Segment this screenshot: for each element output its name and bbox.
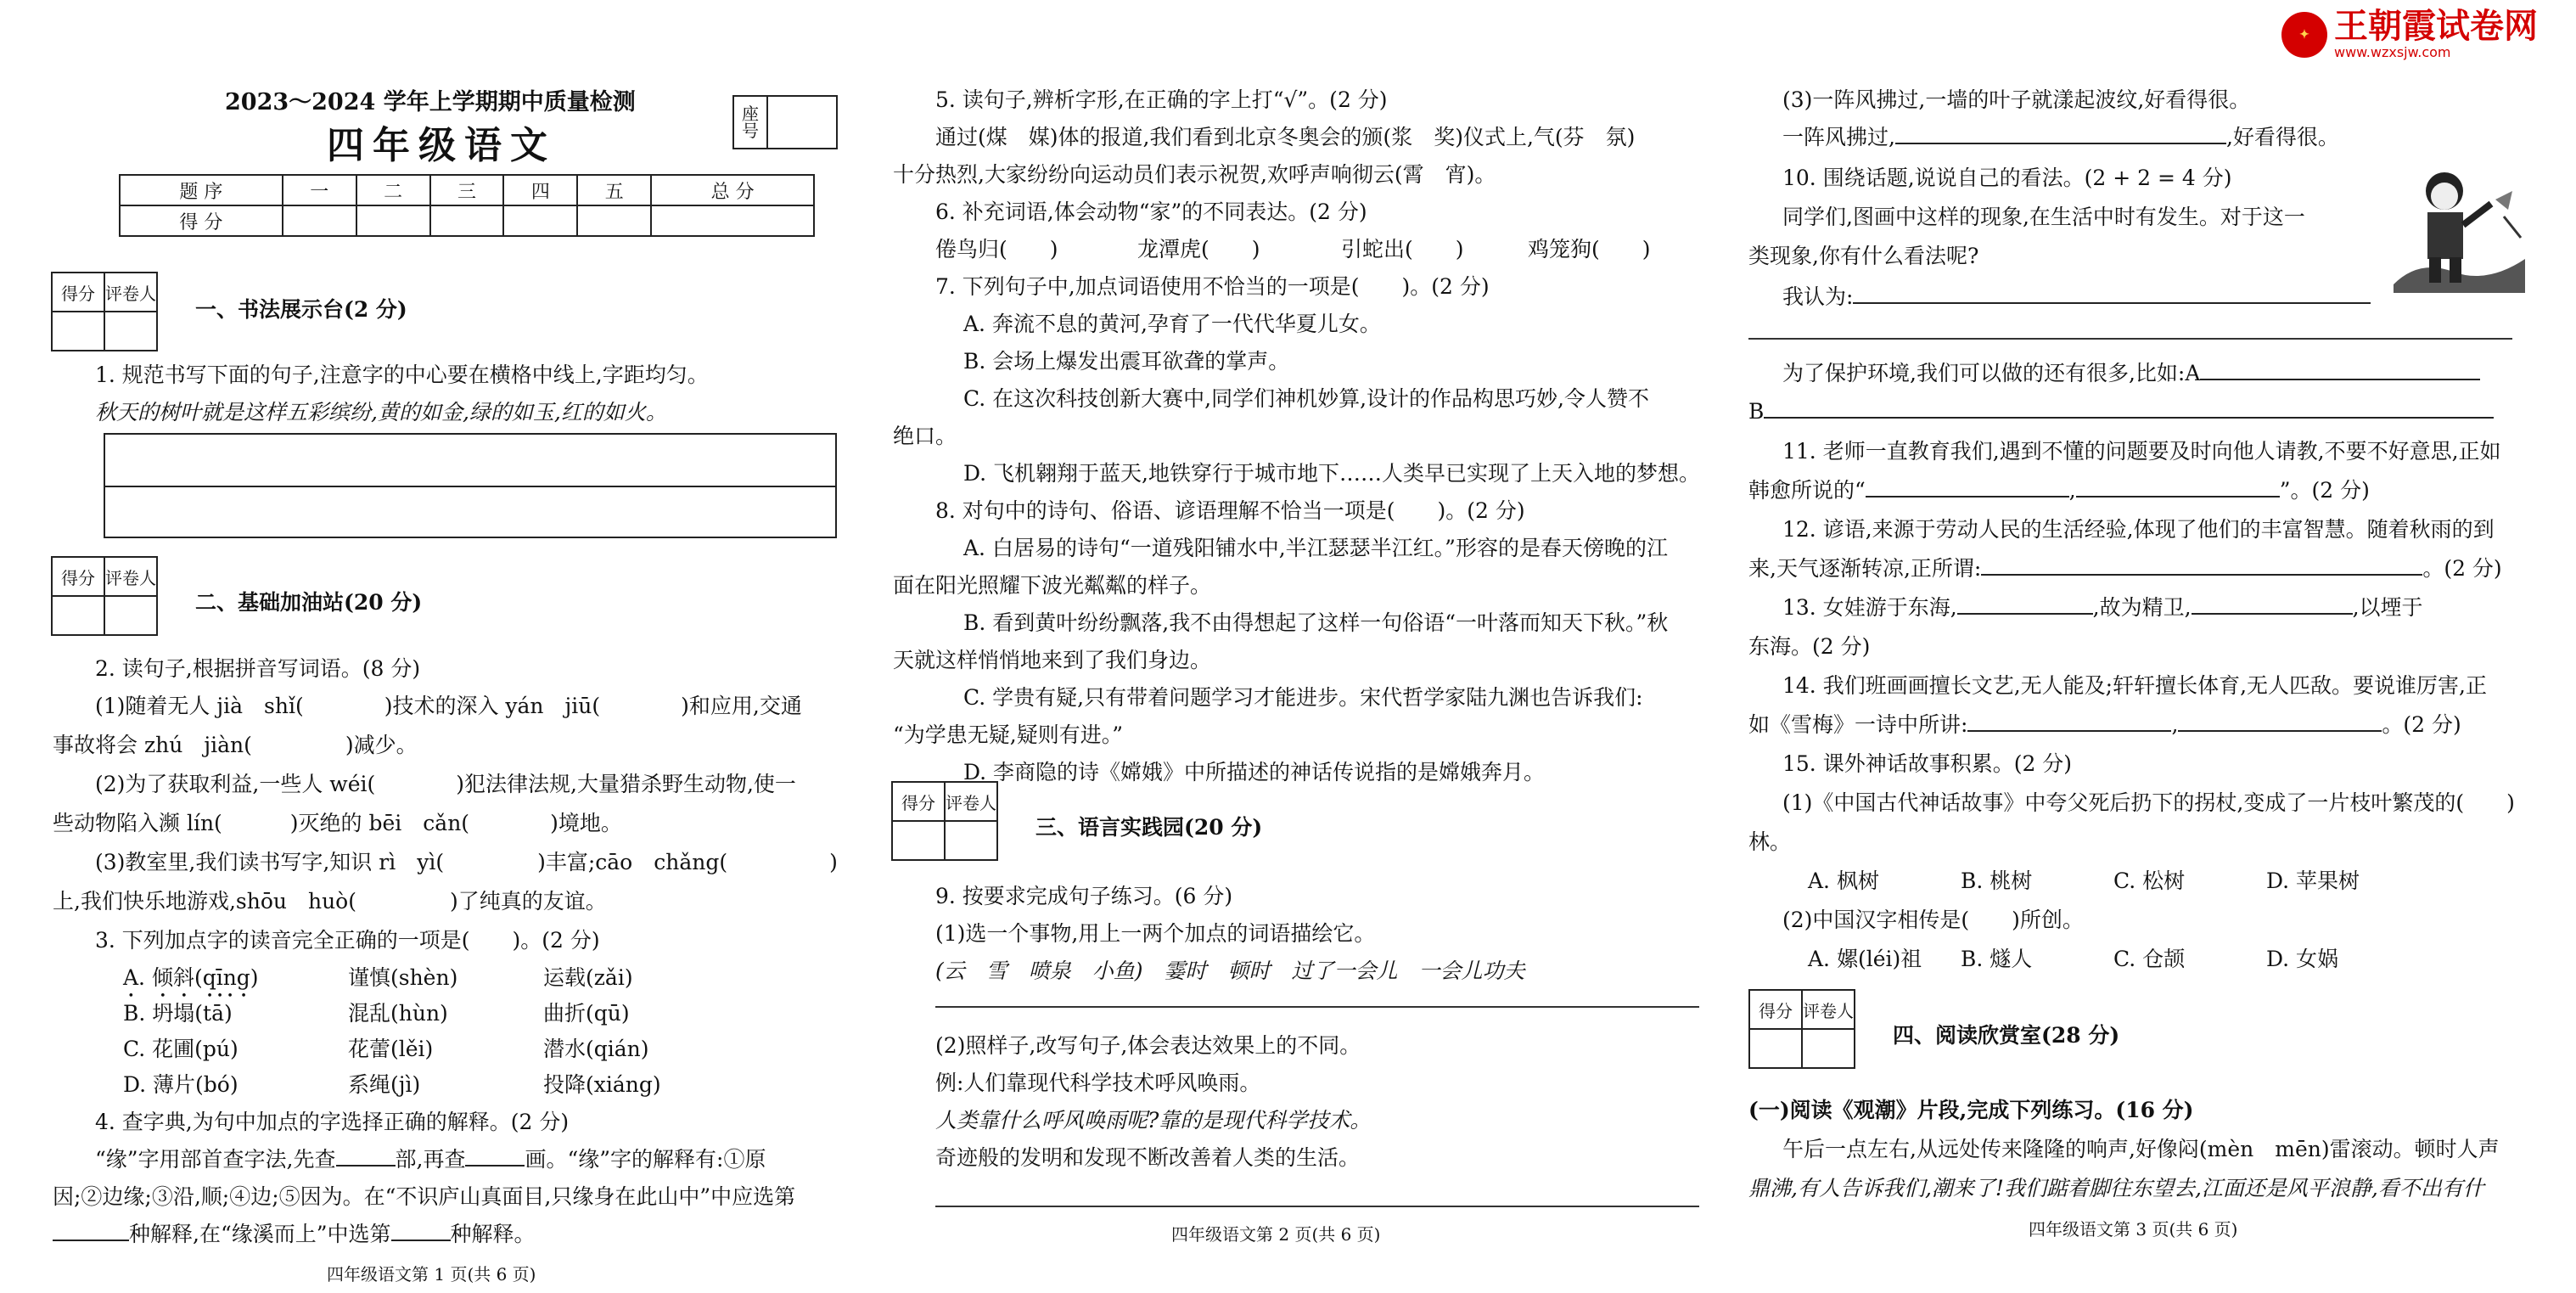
q3-option-a-2: 谨慎(shèn) bbox=[348, 965, 458, 990]
score-cell[interactable] bbox=[503, 205, 577, 236]
score-row-label: 得 分 bbox=[120, 205, 283, 236]
seat-label: 座号 bbox=[733, 96, 767, 149]
scorebox-cell[interactable] bbox=[892, 821, 945, 860]
writing-grid[interactable] bbox=[104, 433, 837, 538]
question-9-3-answer: 一阵风拂过, ,好看得很。 bbox=[1782, 121, 2339, 151]
question-3: 3. 下列加点字的读音完全正确的一项是( )。(2 分) bbox=[95, 928, 600, 953]
question-13: 13. 女娃游于东海, ,故为精卫, ,以堙于 bbox=[1782, 591, 2423, 621]
section-1-title: 一、书法展示台(2 分) bbox=[195, 297, 407, 322]
question-9-2-task: 奇迹般的发明和发现不断改善着人类的生活。 bbox=[935, 1145, 1361, 1170]
q3-option-d[interactable]: D. 薄片(bó) bbox=[123, 1072, 239, 1097]
question-2-3: (3)教室里,我们读书写字,知识 rì yì( )丰富;cāo chǎng( ) bbox=[95, 850, 838, 874]
question-2: 2. 读句子,根据拼音写词语。(8 分) bbox=[95, 656, 421, 681]
question-12: 12. 谚语,来源于劳动人民的生活经验,体现了他们的丰富智慧。随着秋雨的到 bbox=[1782, 517, 2495, 542]
scorebox-4 bbox=[1748, 989, 1855, 1069]
answer-line[interactable] bbox=[1853, 281, 2371, 304]
seat-input[interactable] bbox=[767, 96, 837, 149]
question-10-line-4: 为了保护环境,我们可以做的还有很多,比如:A bbox=[1782, 357, 2480, 387]
question-2-1b: 事故将会 zhú jiàn( )减少。 bbox=[53, 733, 418, 757]
question-10-line-1: 同学们,图画中这样的现象,在生活中时有发生。对于这一 bbox=[1782, 205, 2305, 229]
brand-url: www.wzxsjw.com bbox=[2334, 44, 2451, 60]
question-14-answer: 如《雪梅》一诗中所讲: , 。(2 分) bbox=[1748, 708, 2461, 739]
scorebox-3 bbox=[891, 781, 998, 861]
question-1-sentence: 秋天的树叶就是这样五彩缤纷,黄的如金,绿的如玉,红的如火。 bbox=[95, 400, 667, 424]
q3-option-a-3: 运载(zǎi) bbox=[543, 965, 633, 990]
question-10-line-2: 类现象,你有什么看法呢? bbox=[1748, 244, 1979, 268]
scorebox-cell[interactable] bbox=[104, 596, 157, 635]
scorebox-label: 评卷人 bbox=[945, 782, 997, 821]
question-15-2: (2)中国汉字相传是( )所创。 bbox=[1782, 908, 2084, 932]
question-10-line-5: B bbox=[1748, 396, 2494, 424]
question-2-1: (1)随着无人 jià shǐ( )技术的深入 yán jiū( )和应用,交通 bbox=[95, 694, 802, 718]
question-9-2: (2)照样子,改写句子,体会表达效果上的不同。 bbox=[935, 1033, 1361, 1058]
q6-item-4[interactable]: 鸡笼狗( ) bbox=[1528, 237, 1651, 261]
q8-option-c-cont: “为学患无疑,疑则有进。” bbox=[893, 722, 1124, 747]
scorebox-label: 评卷人 bbox=[104, 273, 157, 312]
question-4: 4. 查字典,为句中加点的字选择正确的解释。(2 分) bbox=[95, 1110, 570, 1134]
q3-option-c[interactable]: C. 花圃(pú) bbox=[123, 1037, 239, 1061]
scorebox-cell[interactable] bbox=[52, 312, 104, 351]
question-10: 10. 围绕话题,说说自己的看法。(2 + 2 = 4 分) bbox=[1782, 166, 2232, 190]
question-5-line-2: 十分热烈,大家纷纷向运动员们表示祝贺,欢呼声响彻云(霄 宵)。 bbox=[893, 162, 1496, 187]
page-footer: 四年级语文第 3 页(共 6 页) bbox=[2029, 1219, 2238, 1240]
score-col-4: 四 bbox=[503, 175, 577, 205]
q3-option-c-2: 花蕾(lěi) bbox=[348, 1037, 434, 1061]
answer-line[interactable] bbox=[935, 1206, 1699, 1207]
question-9-3: (3)一阵风拂过,一墙的叶子就漾起波纹,好看得很。 bbox=[1782, 87, 2251, 112]
question-15-1: (1)《中国古代神话故事》中夸父死后扔下的拐杖,变成了一片枝叶繁茂的( ) bbox=[1782, 790, 2515, 815]
score-col-3: 三 bbox=[430, 175, 504, 205]
q3-option-b-3: 曲折(qū) bbox=[543, 1001, 630, 1026]
q15-1-option-b[interactable]: B. 桃树 bbox=[1961, 869, 2033, 893]
brand-logo bbox=[2281, 8, 2538, 60]
question-13-cont: 东海。(2 分) bbox=[1748, 634, 1871, 659]
reading-1-title: (一)阅读《观潮》片段,完成下列练习。(16 分) bbox=[1748, 1098, 2194, 1122]
scorebox-label: 得分 bbox=[52, 557, 104, 596]
score-table bbox=[119, 174, 815, 237]
scorebox-cell[interactable] bbox=[1749, 1029, 1802, 1068]
q7-option-b[interactable]: B. 会场上爆发出震耳欲聋的掌声。 bbox=[963, 349, 1290, 374]
score-col-label: 题 序 bbox=[120, 175, 283, 205]
section-3-title: 三、语言实践园(20 分) bbox=[1035, 815, 1263, 840]
question-9-1: (1)选一个事物,用上一两个加点的词语描绘它。 bbox=[935, 921, 1376, 946]
answer-line[interactable] bbox=[1895, 121, 2226, 144]
q3-option-d-3: 投降(xiáng) bbox=[543, 1072, 661, 1097]
q15-1-option-d[interactable]: D. 苹果树 bbox=[2266, 869, 2360, 893]
question-10-line-3: 我认为: bbox=[1782, 280, 2371, 311]
answer-line[interactable] bbox=[935, 1006, 1699, 1008]
q15-2-option-c[interactable]: C. 仓颉 bbox=[2113, 947, 2186, 971]
page-footer: 四年级语文第 2 页(共 6 页) bbox=[1171, 1224, 1381, 1245]
reading-1-line-1: 午后一点左右,从远处传来隆隆的响声,好像闷(mèn mēn)雷滚动。顿时人声 bbox=[1782, 1137, 2500, 1161]
answer-line[interactable] bbox=[2200, 357, 2480, 380]
littering-illustration-icon bbox=[2385, 157, 2529, 293]
question-5: 5. 读句子,辨析字形,在正确的字上打“√”。(2 分) bbox=[935, 87, 1388, 112]
score-cell[interactable] bbox=[283, 205, 356, 236]
question-9-2-example-2: 人类靠什么呼风唤雨呢?靠的是现代科学技术。 bbox=[935, 1108, 1372, 1133]
subject-title: 四年级语文 bbox=[327, 124, 556, 167]
question-4-line-2: 因;②边缘;③沿,顺;④边;⑤因为。在“不识庐山真面目,只缘身在此山中”中应选第 bbox=[53, 1184, 796, 1209]
brand-name: 王朝霞试卷网 bbox=[2334, 7, 2538, 46]
q15-1-option-c[interactable]: C. 松树 bbox=[2113, 869, 2186, 893]
scorebox-label: 评卷人 bbox=[1802, 990, 1855, 1029]
answer-line[interactable] bbox=[1764, 396, 2494, 419]
q3-option-b-2: 混乱(hùn) bbox=[348, 1001, 448, 1026]
scorebox-label: 得分 bbox=[1749, 990, 1802, 1029]
scorebox-label: 得分 bbox=[892, 782, 945, 821]
score-cell[interactable] bbox=[430, 205, 504, 236]
scorebox-label: 得分 bbox=[52, 273, 104, 312]
answer-line[interactable] bbox=[1748, 338, 2512, 340]
seat-box bbox=[732, 95, 838, 149]
question-11-answer: 韩愈所说的“ , ”。(2 分) bbox=[1748, 474, 2370, 504]
q8-option-c[interactable]: C. 学贵有疑,只有带着问题学习才能进步。宋代哲学家陆九渊也告诉我们: bbox=[963, 685, 1643, 710]
q6-item-2[interactable]: 龙潭虎( ) bbox=[1137, 237, 1260, 261]
q15-2-option-b[interactable]: B. 燧人 bbox=[1961, 947, 2033, 971]
reading-1-line-2: 鼎沸,有人告诉我们,潮来了!我们踮着脚往东望去,江面还是风平浪静,看不出有什 bbox=[1748, 1176, 2484, 1200]
question-2-2b: 些动物陷入濒 lín( )灭绝的 bēi cǎn( )境地。 bbox=[53, 811, 622, 835]
scorebox-1 bbox=[51, 272, 158, 351]
exam-title: 2023～2024 学年上学期期中质量检测 bbox=[225, 89, 636, 115]
score-col-total: 总 分 bbox=[651, 175, 814, 205]
question-15-1-cont: 林。 bbox=[1748, 829, 1792, 854]
question-4-line-1: “缘”字用部首查字法,先查 部,再查 画。“缘”字的解释有:①原 bbox=[95, 1143, 766, 1173]
q15-2-option-d[interactable]: D. 女娲 bbox=[2266, 947, 2339, 971]
question-4-line-3: 种解释,在“缘溪而上”中选第 种解释。 bbox=[53, 1217, 536, 1248]
question-9-2-example: 例:人们靠现代科学技术呼风唤雨。 bbox=[935, 1071, 1261, 1095]
question-1: 1. 规范书写下面的句子,注意字的中心要在横格中线上,字距均匀。 bbox=[95, 363, 709, 387]
q7-option-a[interactable]: A. 奔流不息的黄河,孕育了一代代华夏儿女。 bbox=[963, 312, 1381, 336]
question-11: 11. 老师一直教育我们,遇到不懂的问题要及时向他人请教,不要不好意思,正如 bbox=[1782, 439, 2501, 464]
q15-2-option-a[interactable]: A. 嫘(léi)祖 bbox=[1808, 947, 1922, 971]
section-4-title: 四、阅读欣赏室(28 分) bbox=[1893, 1023, 2120, 1048]
scorebox-label: 评卷人 bbox=[104, 557, 157, 596]
q7-option-c[interactable]: C. 在这次科技创新大赛中,同学们神机妙算,设计的作品构思巧妙,令人赞不 bbox=[963, 386, 1649, 411]
q6-item-1[interactable]: 倦鸟归( ) bbox=[935, 237, 1058, 261]
q8-option-a-cont: 面在阳光照耀下波光粼粼的样子。 bbox=[893, 573, 1212, 598]
brand-emblem-icon: ✦ bbox=[2281, 12, 2327, 58]
question-12-answer: 来,天气逐渐转凉,正所谓: 。(2 分) bbox=[1748, 552, 2502, 582]
question-9: 9. 按要求完成句子练习。(6 分) bbox=[935, 884, 1233, 908]
question-2-3b: 上,我们快乐地游戏,shōu huò( )了纯真的友谊。 bbox=[53, 889, 607, 914]
q3-option-a[interactable]: A. 倾斜(qīng) bbox=[123, 965, 259, 990]
scorebox-cell[interactable] bbox=[52, 596, 104, 635]
score-col-1: 一 bbox=[283, 175, 356, 205]
q8-option-a[interactable]: A. 白居易的诗句“一道残阳铺水中,半江瑟瑟半江红。”形容的是春天傍晚的江 bbox=[963, 536, 1668, 560]
section-2-title: 二、基础加油站(20 分) bbox=[195, 590, 423, 615]
question-6: 6. 补充词语,体会动物“家”的不同表达。(2 分) bbox=[935, 200, 1367, 224]
score-cell[interactable] bbox=[651, 205, 814, 236]
question-2-2: (2)为了获取利益,一些人 wéi( )犯法律法规,大量猎杀野生动物,使一 bbox=[95, 772, 796, 796]
q8-option-b-cont: 天就这样悄悄地来到了我们身边。 bbox=[893, 648, 1212, 672]
score-cell[interactable] bbox=[577, 205, 651, 236]
q3-option-b[interactable]: B. 坍塌(tā) bbox=[123, 1001, 233, 1026]
page-footer: 四年级语文第 1 页(共 6 页) bbox=[327, 1264, 536, 1285]
question-8: 8. 对句中的诗句、俗语、谚语理解不恰当一项是( )。(2 分) bbox=[935, 498, 1525, 523]
q3-option-d-2: 系绳(jì) bbox=[348, 1072, 421, 1097]
scorebox-2 bbox=[51, 556, 158, 636]
q7-option-d[interactable]: D. 飞机翱翔于蓝天,地铁穿行于城市地下……人类早已实现了上天入地的梦想。 bbox=[963, 461, 1700, 486]
question-7: 7. 下列句子中,加点词语使用不恰当的一项是( )。(2 分) bbox=[935, 274, 1490, 299]
q8-option-b[interactable]: B. 看到黄叶纷纷飘落,我不由得想起了这样一句俗语“一叶落而知天下秋。”秋 bbox=[963, 610, 1669, 635]
question-9-1-words: (云 雪 喷泉 小鱼) 霎时 顿时 过了一会儿 一会儿功夫 bbox=[935, 959, 1525, 983]
q15-1-option-a[interactable]: A. 枫树 bbox=[1808, 869, 1879, 893]
score-col-5: 五 bbox=[577, 175, 651, 205]
question-5-line-1: 通过(煤 媒)体的报道,我们看到北京冬奥会的颁(浆 奖)仪式上,气(芬 氛) bbox=[935, 125, 1636, 149]
page-1 bbox=[42, 0, 857, 1293]
scorebox-cell[interactable] bbox=[945, 821, 997, 860]
score-col-2: 二 bbox=[356, 175, 430, 205]
q3-option-c-3: 潜水(qián) bbox=[543, 1037, 649, 1061]
page-3 bbox=[1748, 0, 2563, 1293]
question-15: 15. 课外神话故事积累。(2 分) bbox=[1782, 751, 2073, 776]
page-2 bbox=[883, 0, 1715, 1293]
q6-item-3[interactable]: 引蛇出( ) bbox=[1341, 237, 1464, 261]
question-14: 14. 我们班画画擅长文艺,无人能及;轩轩擅长体育,无人匹敌。要说谁厉害,正 bbox=[1782, 673, 2487, 698]
score-cell[interactable] bbox=[356, 205, 430, 236]
scorebox-cell[interactable] bbox=[1802, 1029, 1855, 1068]
scorebox-cell[interactable] bbox=[104, 312, 157, 351]
q7-option-c-cont: 绝口。 bbox=[893, 424, 957, 448]
q8-option-d[interactable]: D. 李商隐的诗《嫦娥》中所描述的神话传说指的是嫦娥奔月。 bbox=[963, 760, 1546, 784]
